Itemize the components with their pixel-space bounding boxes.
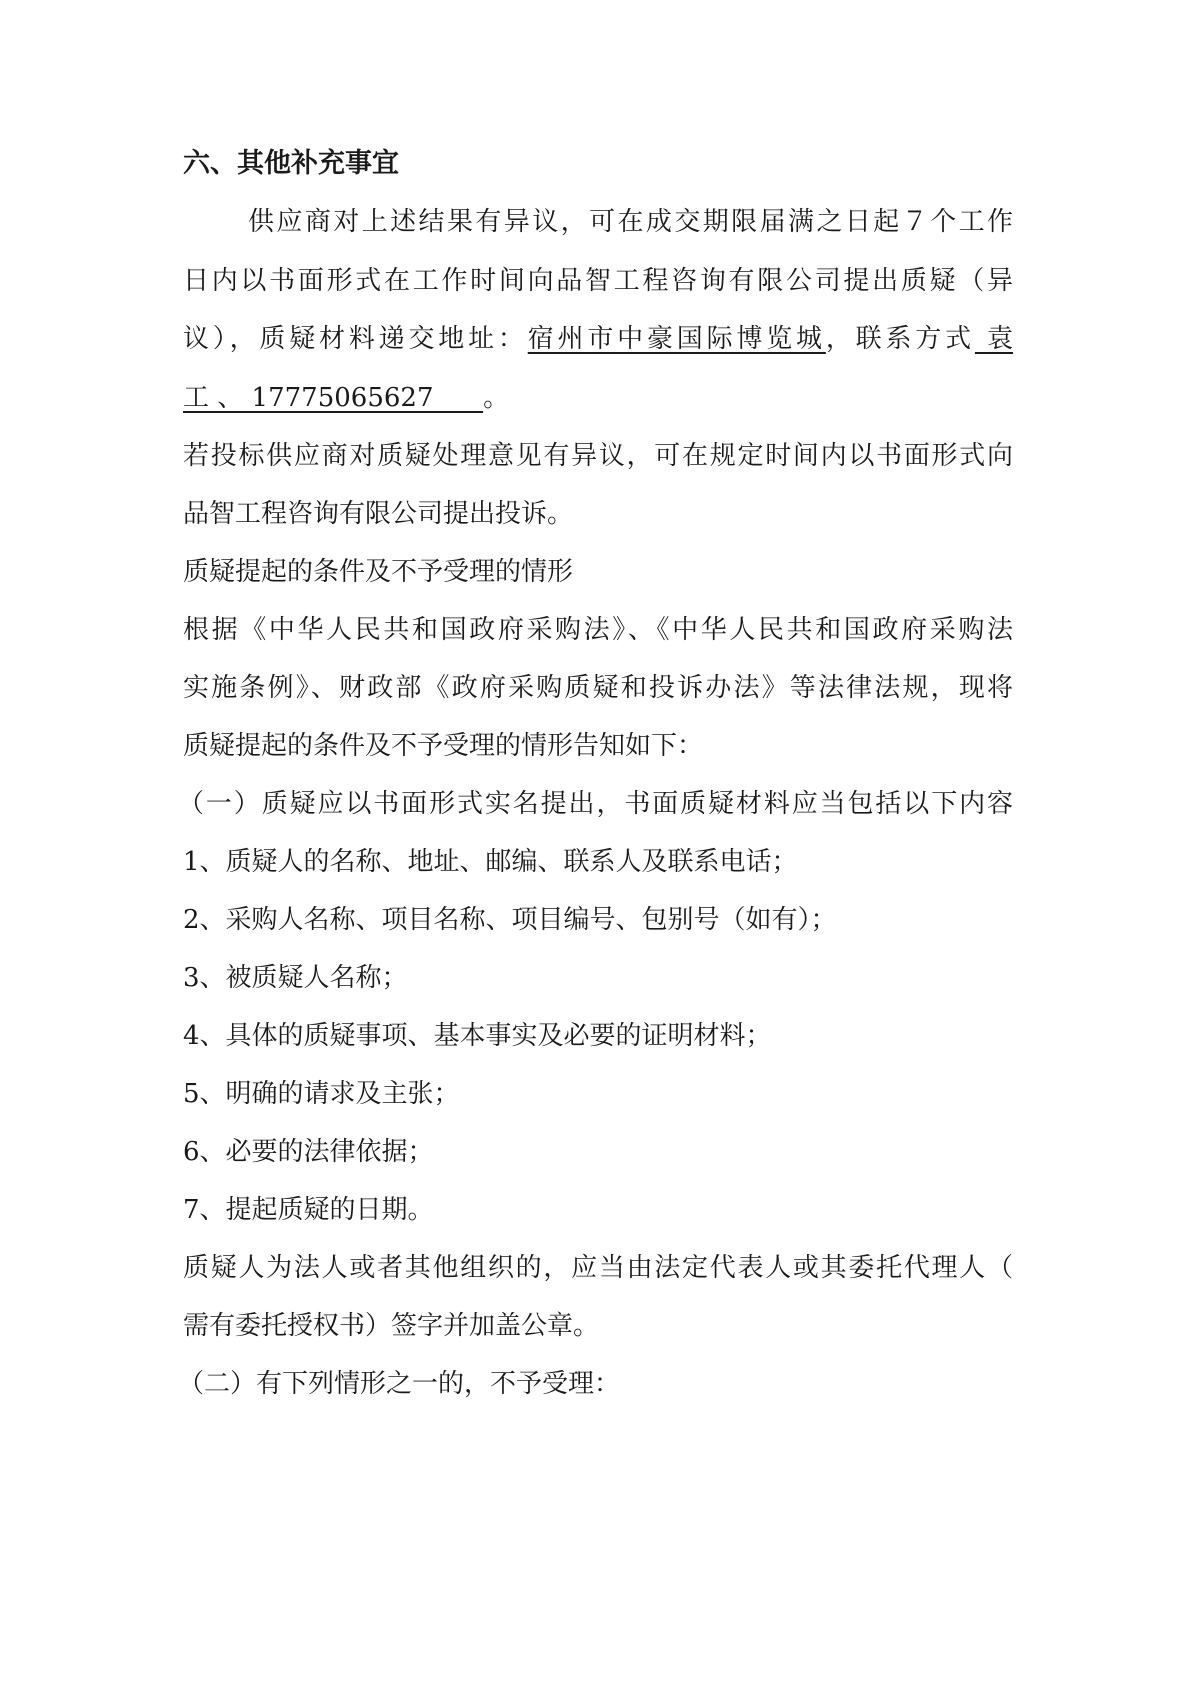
list-item: 1、质疑人的名称、地址、邮编、联系人及联系电话； [183, 847, 798, 877]
list-item: 6、必要的法律依据； [183, 1137, 434, 1167]
para1-line3-mid: ，联系方式 [825, 324, 975, 354]
clause-two: （二）有下列情形之一的，不予受理： [178, 1369, 621, 1399]
para1-line1: 供应商对上述结果有异议，可在成交期限届满之日起７个工作 [248, 207, 1013, 237]
para3-line3: 质疑提起的条件及不予受理的情形告知如下： [183, 731, 704, 761]
contact-name-part1: 袁 [974, 324, 1013, 354]
list-item: 7、提起质疑的日期。 [183, 1195, 434, 1225]
clause-one: （一）质疑应以书面形式实名提出，书面质疑材料应当包括以下内容 [178, 789, 1013, 819]
para3-line2: 实施条例》、财政部《政府采购质疑和投诉办法》等法律法规，现将 [183, 673, 1013, 703]
list-item: 2、采购人名称、项目名称、项目编号、包别号（如有）； [183, 905, 837, 935]
para1-line4-end: 。 [483, 383, 510, 413]
para3-line1: 根据《中华人民共和国政府采购法》、《中华人民共和国政府采购法 [183, 615, 1013, 645]
para4-line1: 质疑人为法人或者其他组织的，应当由法定代表人或其委托代理人（ [183, 1253, 1013, 1283]
subheading: 质疑提起的条件及不予受理的情形 [183, 557, 574, 587]
para1-line3-prefix: 议），质疑材料递交地址： [183, 324, 528, 354]
para2-line1: 若投标供应商对质疑处理意见有异议，可在规定时间内以书面形式向 [183, 441, 1013, 471]
complaint-address: 宿州市中豪国际博览城 [527, 324, 826, 354]
para1-line2: 日内以书面形式在工作时间向品智工程咨询有限公司提出质疑（异 [183, 266, 1013, 296]
list-item: 3、被质疑人名称； [183, 963, 408, 993]
list-item: 5、明确的请求及主张； [183, 1079, 460, 1109]
contact-phone: 工 、 17775065627 [183, 383, 484, 413]
para2-line2: 品智工程咨询有限公司提出投诉。 [183, 499, 574, 529]
list-item: 4、具体的质疑事项、基本事实及必要的证明材料； [183, 1021, 772, 1051]
para4-line2: 需有委托授权书）签字并加盖公章。 [183, 1311, 600, 1341]
para1-line3 [183, 322, 1013, 356]
section-title: 六、其他补充事宜 [183, 148, 399, 179]
para1-line4 [183, 381, 509, 415]
